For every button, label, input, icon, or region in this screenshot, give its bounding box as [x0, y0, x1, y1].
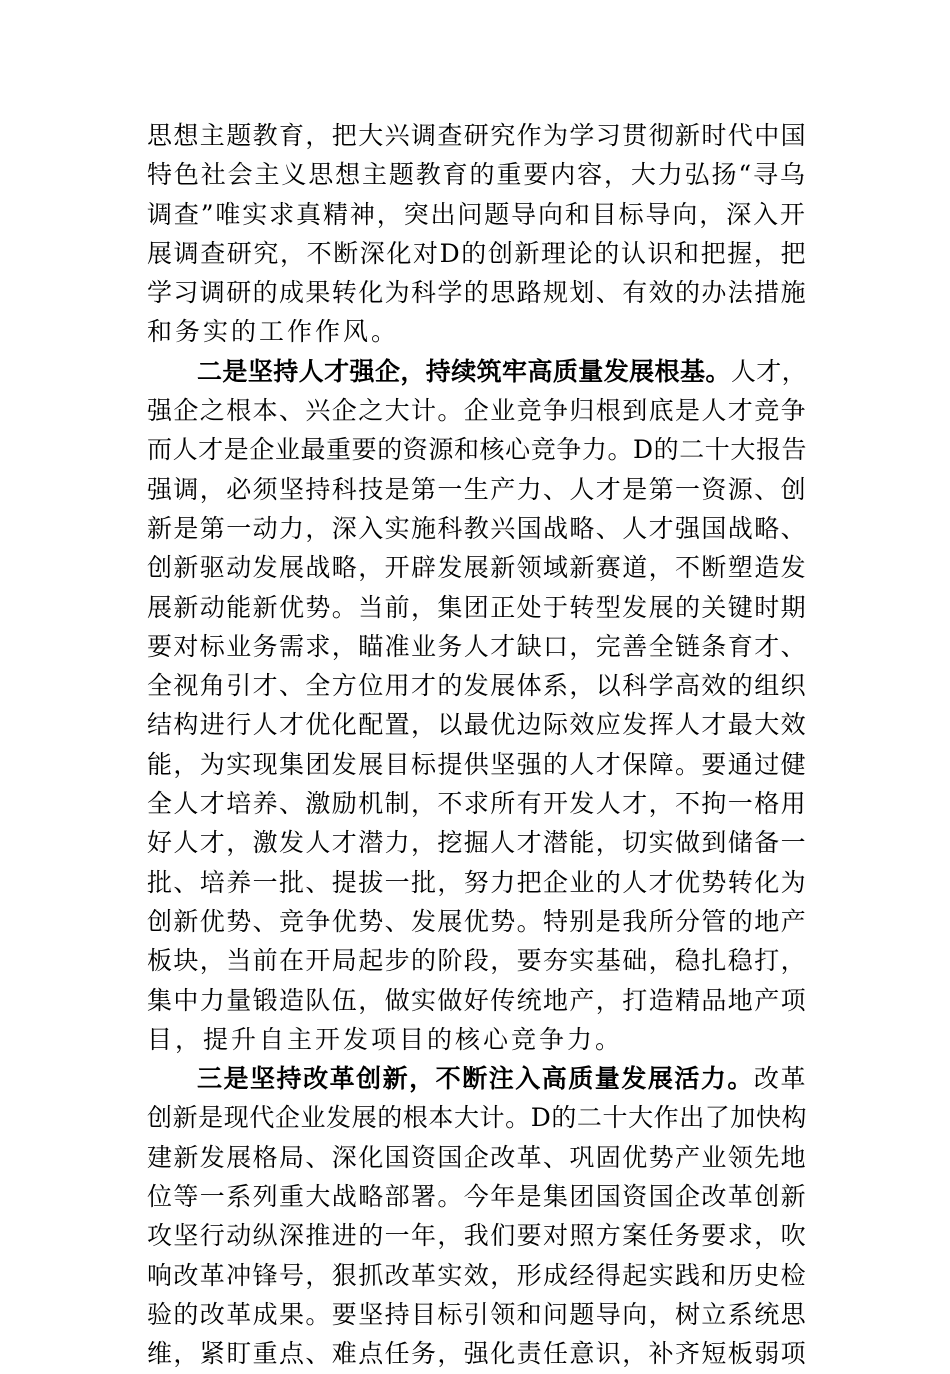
paragraph-2-line: 批、培养一批、提拔一批，努力把企业的人才优势转化为 [147, 867, 808, 897]
paragraph-2-line: 创新驱动发展战略，开辟发展新领域新赛道，不断塑造发 [147, 553, 808, 583]
paragraph-2-line: 展新动能新优势。当前，集团正处于转型发展的关键时期 [147, 592, 808, 622]
paragraph-2-line: 强企之根本、兴企之大计。企业竞争归根到底是人才竞争 [147, 396, 808, 426]
paragraph-3-line: 位等一系列重大战略部署。今年是集团国资国企改革创新 [147, 1182, 808, 1212]
paragraph-3-line: 响改革冲锋号，狠抓改革实效，形成经得起实践和历史检 [147, 1260, 808, 1290]
paragraph-2-first-line [147, 352, 807, 391]
paragraph-3-line: 维，紧盯重点、难点任务，强化责任意识，补齐短板弱项 [147, 1339, 808, 1369]
paragraph-1-line: 思想主题教育，把大兴调查研究作为学习贯彻新时代中国 [147, 121, 808, 150]
paragraph-2-line: 板块，当前在开局起步的阶段，要夯实基础，稳扎稳打， [147, 946, 808, 976]
paragraph-2-line: 能，为实现集团发展目标提供坚强的人才保障。要通过健 [147, 749, 808, 779]
paragraph-2-line: 目，提升自主开发项目的核心竞争力。 [147, 1024, 624, 1054]
paragraph-3-line: 攻坚行动纵深推进的一年，我们要对照方案任务要求，吹 [147, 1221, 808, 1251]
paragraph-3-line: 建新发展格局、深化国资国企改革、巩固优势产业领先地 [147, 1142, 808, 1172]
paragraph-2-heading: 二是坚持人才强企，持续筑牢高质量发展根基。 [197, 356, 731, 386]
paragraph-2-line: 全人才培养、激励机制，不求所有开发人才，不拘一格用 [147, 789, 808, 819]
paragraph-2-line: 好人才，激发人才潜力，挖掘人才潜能，切实做到储备一 [147, 828, 808, 858]
paragraph-2-first-line-rest: 人才， [730, 356, 808, 386]
paragraph-2-line: 全视角引才、全方位用才的发展体系，以科学高效的组织 [147, 671, 808, 701]
paragraph-1-line: 和务实的工作作风。 [147, 317, 400, 347]
paragraph-2-line: 要对标业务需求，瞄准业务人才缺口，完善全链条育才、 [147, 631, 808, 661]
paragraph-3-first-line [147, 1059, 807, 1098]
paragraph-2-line: 而人才是企业最重要的资源和核心竞争力。D的二十大报告 [147, 435, 808, 465]
paragraph-2-line: 集中力量锻造队伍，做实做好传统地产，打造精品地产项 [147, 985, 808, 1015]
paragraph-2-line: 新是第一动力，深入实施科教兴国战略、人才强国战略、 [147, 513, 808, 543]
paragraph-1-line: 调查”唯实求真精神，突出问题导向和目标导向，深入开 [147, 199, 807, 229]
paragraph-1-line: 特色社会主义思想主题教育的重要内容，大力弘扬“寻乌 [147, 160, 807, 190]
paragraph-3-line: 验的改革成果。要坚持目标引领和问题导向，树立系统思 [147, 1299, 808, 1329]
paragraph-1-line: 展调查研究，不断深化对D的创新理论的认识和把握，把 [147, 238, 808, 268]
paragraph-2-line: 创新优势、竞争优势、发展优势。特别是我所分管的地产 [147, 906, 808, 936]
paragraph-1-line: 学习调研的成果转化为科学的思路规划、有效的办法措施 [147, 278, 808, 308]
paragraph-2-line: 强调，必须坚持科技是第一生产力、人才是第一资源、创 [147, 474, 808, 504]
paragraph-3-line: 创新是现代企业发展的根本大计。D的二十大作出了加快构 [147, 1103, 808, 1133]
paragraph-3-heading: 三是坚持改革创新，不断注入高质量发展活力。 [197, 1064, 754, 1094]
document-body [147, 116, 807, 1374]
paragraph-3-first-line-rest: 改革 [753, 1064, 807, 1094]
paragraph-2-line: 结构进行人才优化配置，以最优边际效应发挥人才最大效 [147, 710, 808, 740]
